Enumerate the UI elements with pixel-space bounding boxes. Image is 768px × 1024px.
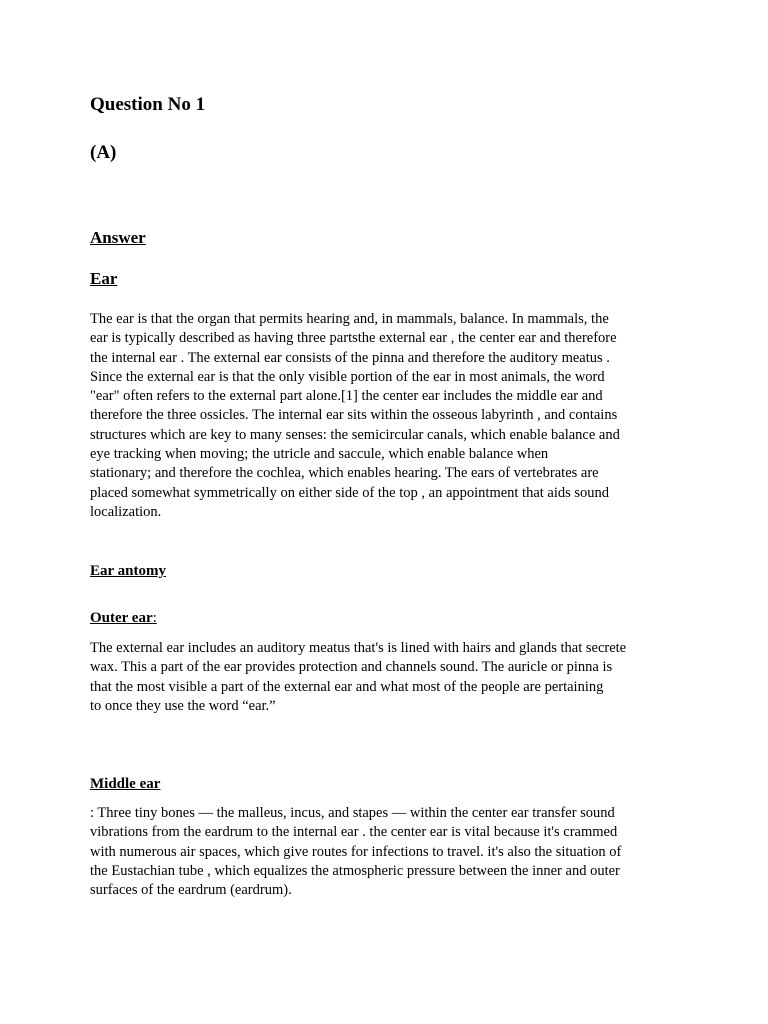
paragraph-line: the Eustachian tube , which equalizes the atmospheric pressure between the inner and outer [90, 862, 620, 879]
paragraph-line: placed somewhat symmetrically on either side of the top , an appointment that aids sound [90, 484, 610, 501]
answer-heading: Answer [90, 228, 146, 247]
ear-heading: Ear [90, 269, 118, 288]
paragraph-line: vibrations from the eardrum to the internal ear . the center ear is vital because it's crammed [90, 824, 618, 841]
paragraph-line: The external ear includes an auditory meatus that's is lined with hairs and glands that secrete [90, 640, 627, 656]
paragraph-line: therefore the three ossicles. The internal ear sits within the osseous labyrinth , and contains [90, 407, 618, 424]
outer-ear-paragraph [90, 639, 690, 716]
outer-ear-heading [90, 610, 157, 627]
outer-ear-heading-colon: : [152, 610, 157, 626]
paragraph-line: ear is typically described as having three partsthe external ear , the center ear and therefore [90, 330, 617, 347]
paragraph-line: : Three tiny bones — the malleus, incus, and stapes — within the center ear transfer sound [90, 805, 615, 821]
ear-paragraph [90, 310, 690, 522]
anatomy-heading: Ear antomy [90, 563, 166, 579]
paragraph-line: localization. [90, 503, 162, 520]
question-title: Question No 1 [90, 94, 206, 115]
paragraph-line: "ear" often refers to the external part alone.[1] the center ear includes the middle ear and [90, 388, 603, 405]
paragraph-line: eye tracking when moving; the utricle and saccule, which enable balance when [90, 446, 549, 463]
part-label: (A) [90, 142, 117, 163]
paragraph-line: structures which are key to many senses: the semicircular canals, which enable balance and [90, 426, 620, 443]
paragraph-line: that the most visible a part of the external ear and what most of the people are pertaining [90, 678, 604, 695]
middle-ear-heading: Middle ear [90, 776, 161, 792]
paragraph-line: with numerous air spaces, which give routes for infections to travel. it's also the situation of [90, 843, 622, 860]
paragraph-line: Since the external ear is that the only visible portion of the ear in most animals, the word [90, 368, 605, 385]
middle-ear-paragraph [90, 804, 690, 900]
paragraph-line: the internal ear . The external ear consists of the pinna and therefore the auditory meatus . [90, 349, 610, 366]
paragraph-line: wax. This a part of the ear provides protection and channels sound. The auricle or pinna is [90, 659, 613, 676]
paragraph-line: stationary; and therefore the cochlea, which enables hearing. The ears of vertebrates are [90, 465, 599, 482]
paragraph-line: to once they use the word “ear.” [90, 697, 276, 714]
outer-ear-heading-text: Outer ear [90, 610, 153, 626]
paragraph-line: The ear is that the organ that permits hearing and, in mammals, balance. In mammals, the [90, 311, 609, 327]
paragraph-line: surfaces of the eardrum (eardrum). [90, 882, 292, 899]
